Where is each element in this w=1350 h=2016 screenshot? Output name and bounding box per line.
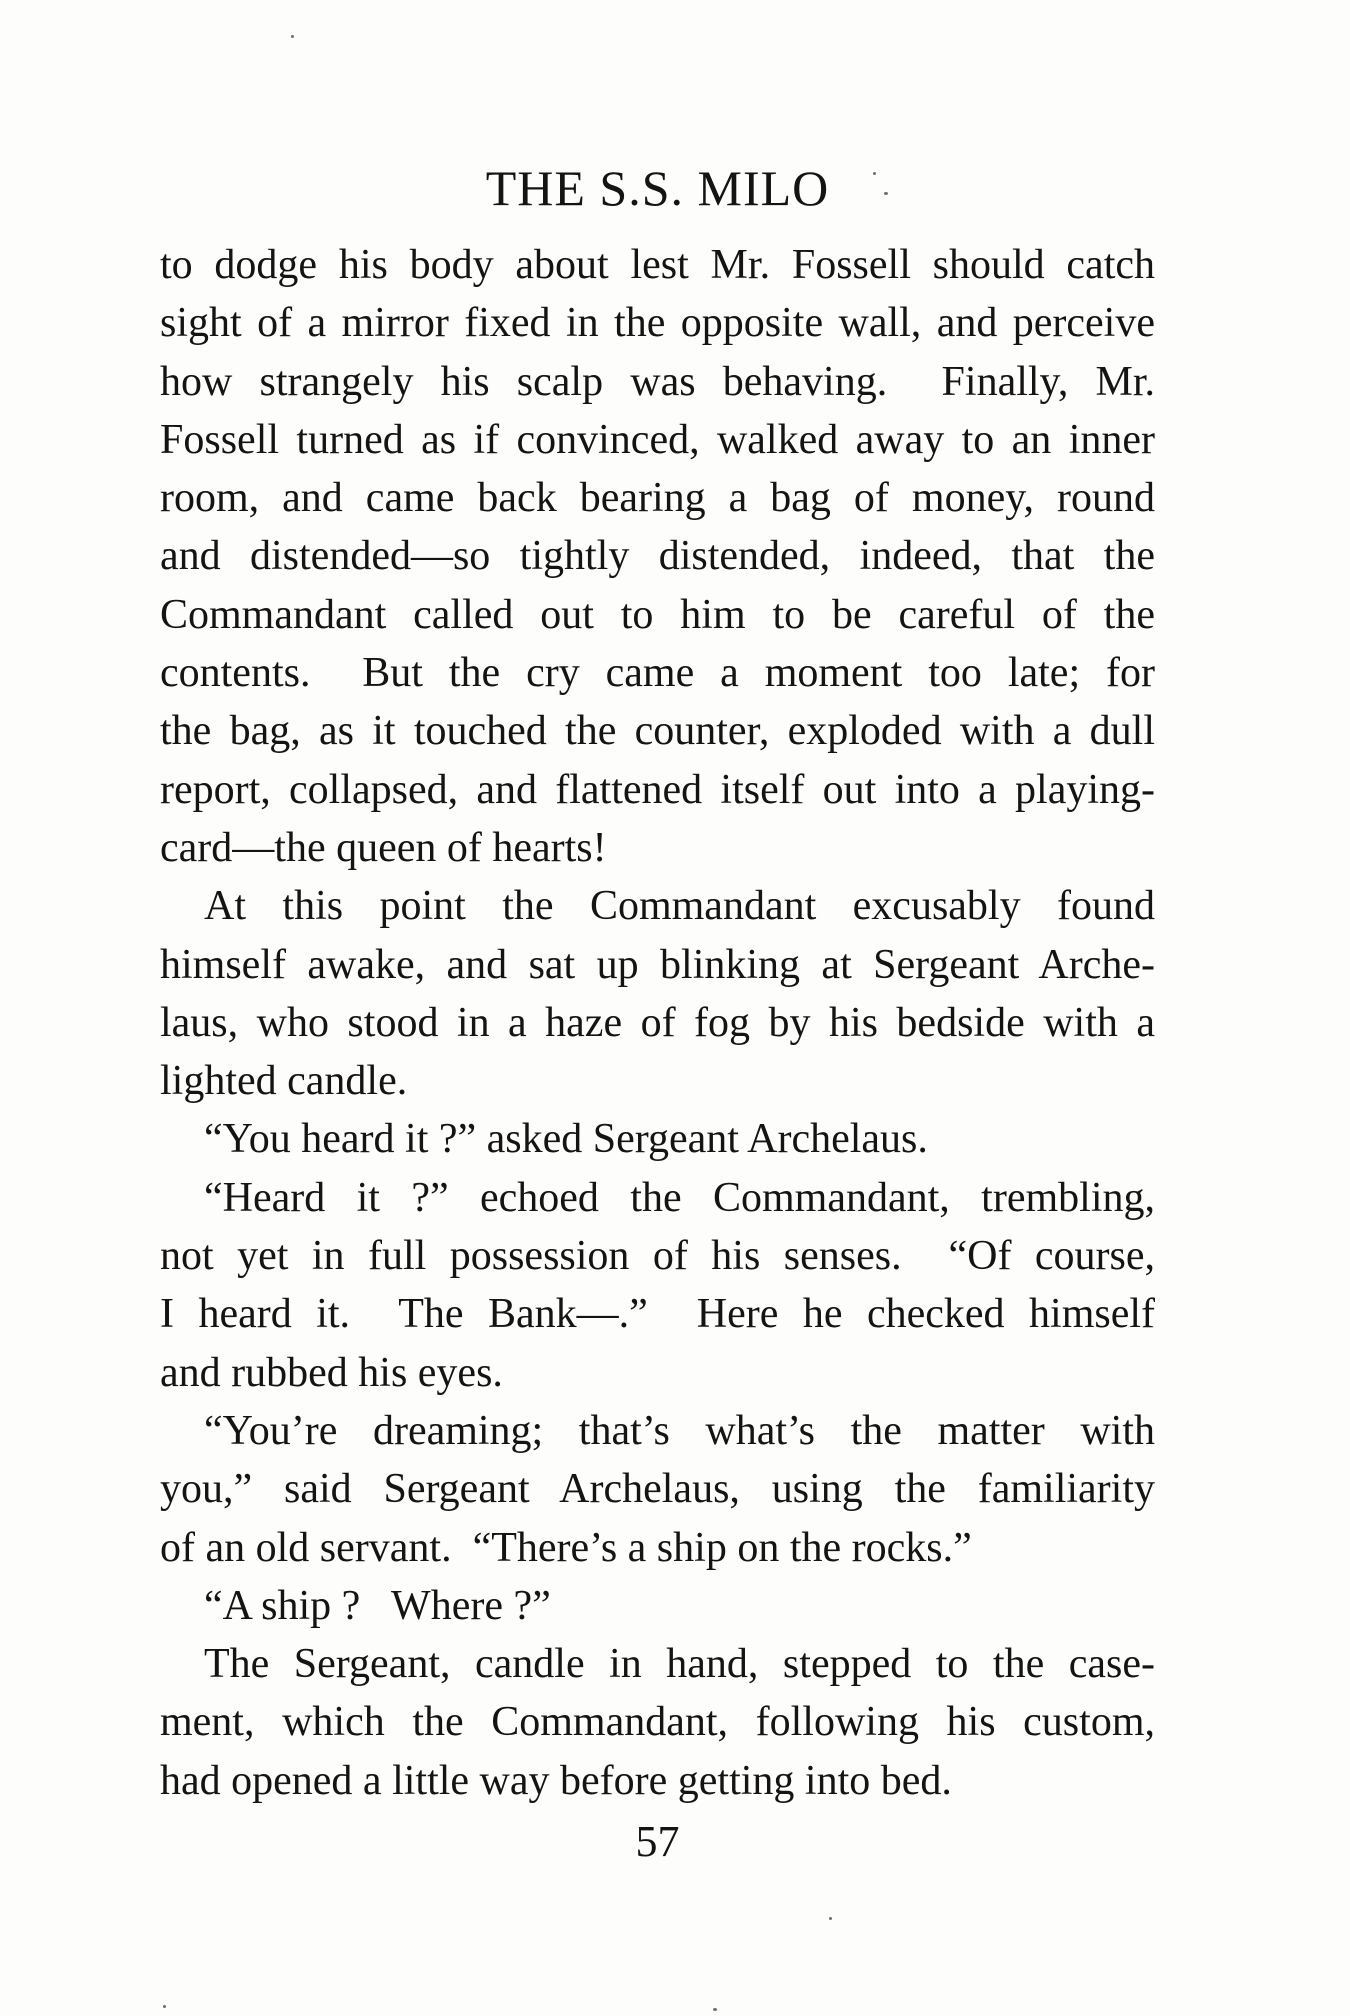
- text-line: “You’re dreaming; that’s what’s the matter with: [204, 1407, 1155, 1454]
- scan-speck: [829, 1917, 832, 1920]
- text-line: not yet in full possession of his senses. “Of course,: [160, 1233, 1155, 1280]
- text-line: “A ship ? Where ?”: [204, 1582, 551, 1629]
- body-text: [160, 236, 1155, 1810]
- scan-speck: [713, 2008, 717, 2011]
- text-line: you,” said Sergeant Archelaus, using the familiarity: [160, 1466, 1155, 1513]
- text-line: room, and came back bearing a bag of money, round: [160, 475, 1155, 522]
- text-line: I heard it. The Bank—.” Here he checked himself: [160, 1291, 1155, 1338]
- text-line: and distended—so tightly distended, indeed, that the: [160, 533, 1155, 580]
- text-line: to dodge his body about lest Mr. Fossell should catch: [160, 242, 1155, 288]
- scan-speck: [873, 172, 876, 175]
- running-header: THE S.S. MILO: [485, 160, 830, 216]
- text-line: the bag, as it touched the counter, exploded with a dull: [160, 708, 1155, 755]
- text-line: laus, who stood in a haze of fog by his bedside with a: [160, 999, 1155, 1046]
- text-line: ment, which the Commandant, following his custom,: [160, 1699, 1155, 1746]
- scan-speck: [291, 35, 294, 38]
- text-line: At this point the Commandant excusably found: [204, 883, 1155, 930]
- text-line: Commandant called out to him to be careful of the: [160, 591, 1155, 638]
- text-line: had opened a little way before getting into bed.: [160, 1757, 952, 1804]
- scan-speck: [884, 192, 888, 195]
- text-line: himself awake, and sat up blinking at Sergeant Arche-: [160, 941, 1155, 988]
- text-line: The Sergeant, candle in hand, stepped to the case-: [204, 1641, 1155, 1688]
- text-line: contents. But the cry came a moment too late; for: [160, 650, 1155, 697]
- text-line: “You heard it ?” asked Sergeant Archelaus.: [204, 1116, 928, 1163]
- scan-speck: [163, 2005, 166, 2008]
- text-line: sight of a mirror fixed in the opposite wall, and perceive: [160, 300, 1155, 347]
- text-line: of an old servant. “There’s a ship on the rocks.”: [160, 1524, 972, 1571]
- text-line: report, collapsed, and flattened itself out into a playing-: [160, 766, 1155, 813]
- text-line: and rubbed his eyes.: [160, 1349, 503, 1396]
- text-line: how strangely his scalp was behaving. Finally, Mr.: [160, 358, 1155, 405]
- page-number: 57: [635, 1817, 680, 1866]
- text-line: card—the queen of hearts!: [160, 824, 607, 871]
- text-line: “Heard it ?” echoed the Commandant, trembling,: [204, 1174, 1155, 1221]
- text-line: lighted candle.: [160, 1058, 408, 1105]
- text-line: Fossell turned as if convinced, walked away to an inner: [160, 416, 1155, 463]
